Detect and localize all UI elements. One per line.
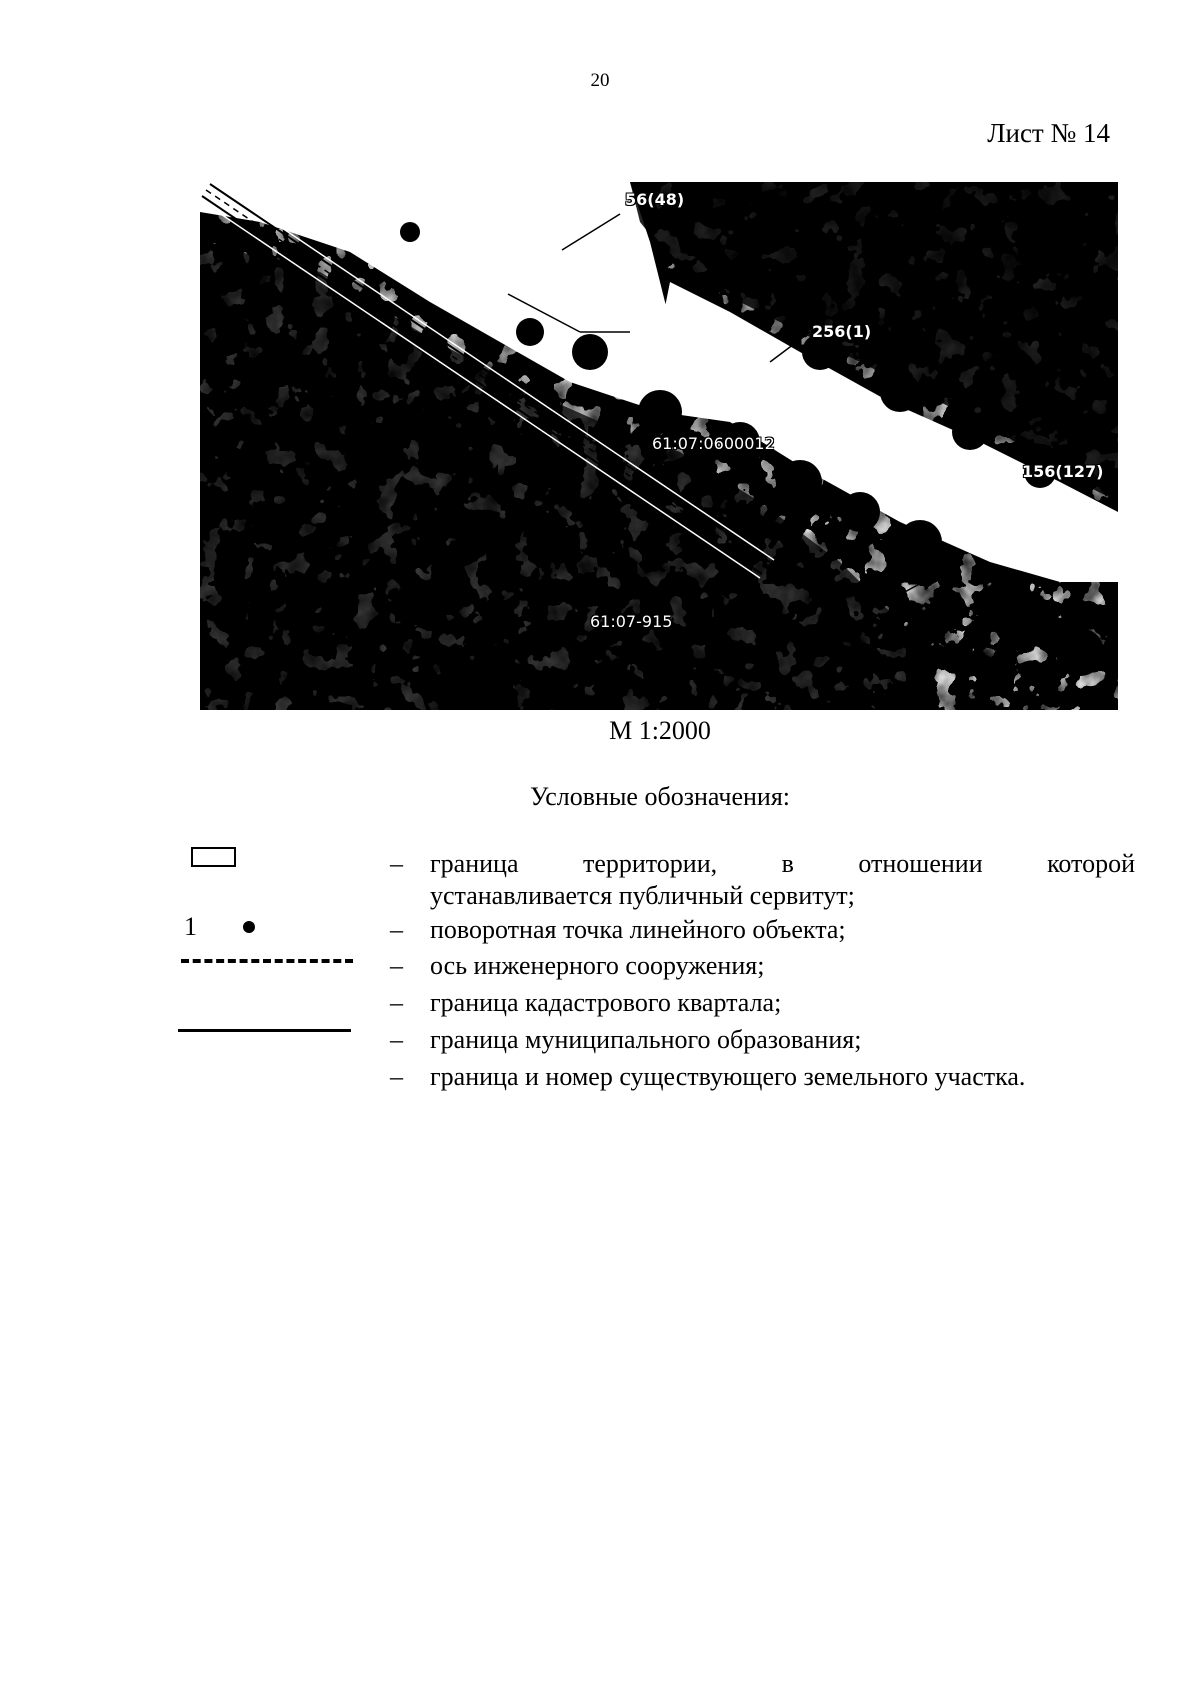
- sheet-title: Лист № 14: [987, 118, 1110, 148]
- map-label-parcel-56-48: 56(48): [625, 190, 685, 209]
- page-number: 20: [590, 70, 610, 91]
- map-label-cadastral-quarter: 61:07:0600012: [652, 434, 775, 453]
- legend-dash: –: [390, 1025, 403, 1054]
- map-image: [200, 182, 1118, 710]
- legend-dash: –: [390, 1062, 403, 1091]
- legend-item-text: граница и номер существующего земельного участка.: [430, 1062, 1026, 1091]
- legend-item-text: граница муниципального образования;: [430, 1025, 862, 1054]
- legend-title: Условные обозначения:: [529, 782, 791, 811]
- legend-item-text-line1: граница территории, в отношении которой: [430, 849, 1135, 878]
- legend-dash: –: [390, 915, 403, 944]
- legend-symbol-solid-line-icon: [178, 1029, 351, 1032]
- map-scale: М 1:2000: [609, 716, 711, 745]
- legend-symbol-rectangle-icon: [191, 847, 236, 867]
- legend-symbol-point-icon: [243, 921, 255, 933]
- legend-item-text: ось инженерного сооружения;: [430, 951, 765, 980]
- legend-dash: –: [390, 849, 403, 878]
- map-label-municipal-boundary: 61:07-915: [590, 612, 673, 631]
- map-label-parcel-156-127: 156(127): [1022, 462, 1104, 481]
- legend-dash: –: [390, 951, 403, 980]
- legend-symbol-point-number: 1: [184, 912, 197, 941]
- legend-item-text: граница кадастрового квартала;: [430, 988, 782, 1017]
- legend-item-text: поворотная точка линейного объекта;: [430, 915, 846, 944]
- legend-symbol-dashed-line-icon: [181, 959, 353, 963]
- legend-dash: –: [390, 988, 403, 1017]
- legend-item-text-line2: устанавливается публичный сервитут;: [430, 881, 855, 910]
- map-label-parcel-256-1: 256(1): [812, 322, 872, 341]
